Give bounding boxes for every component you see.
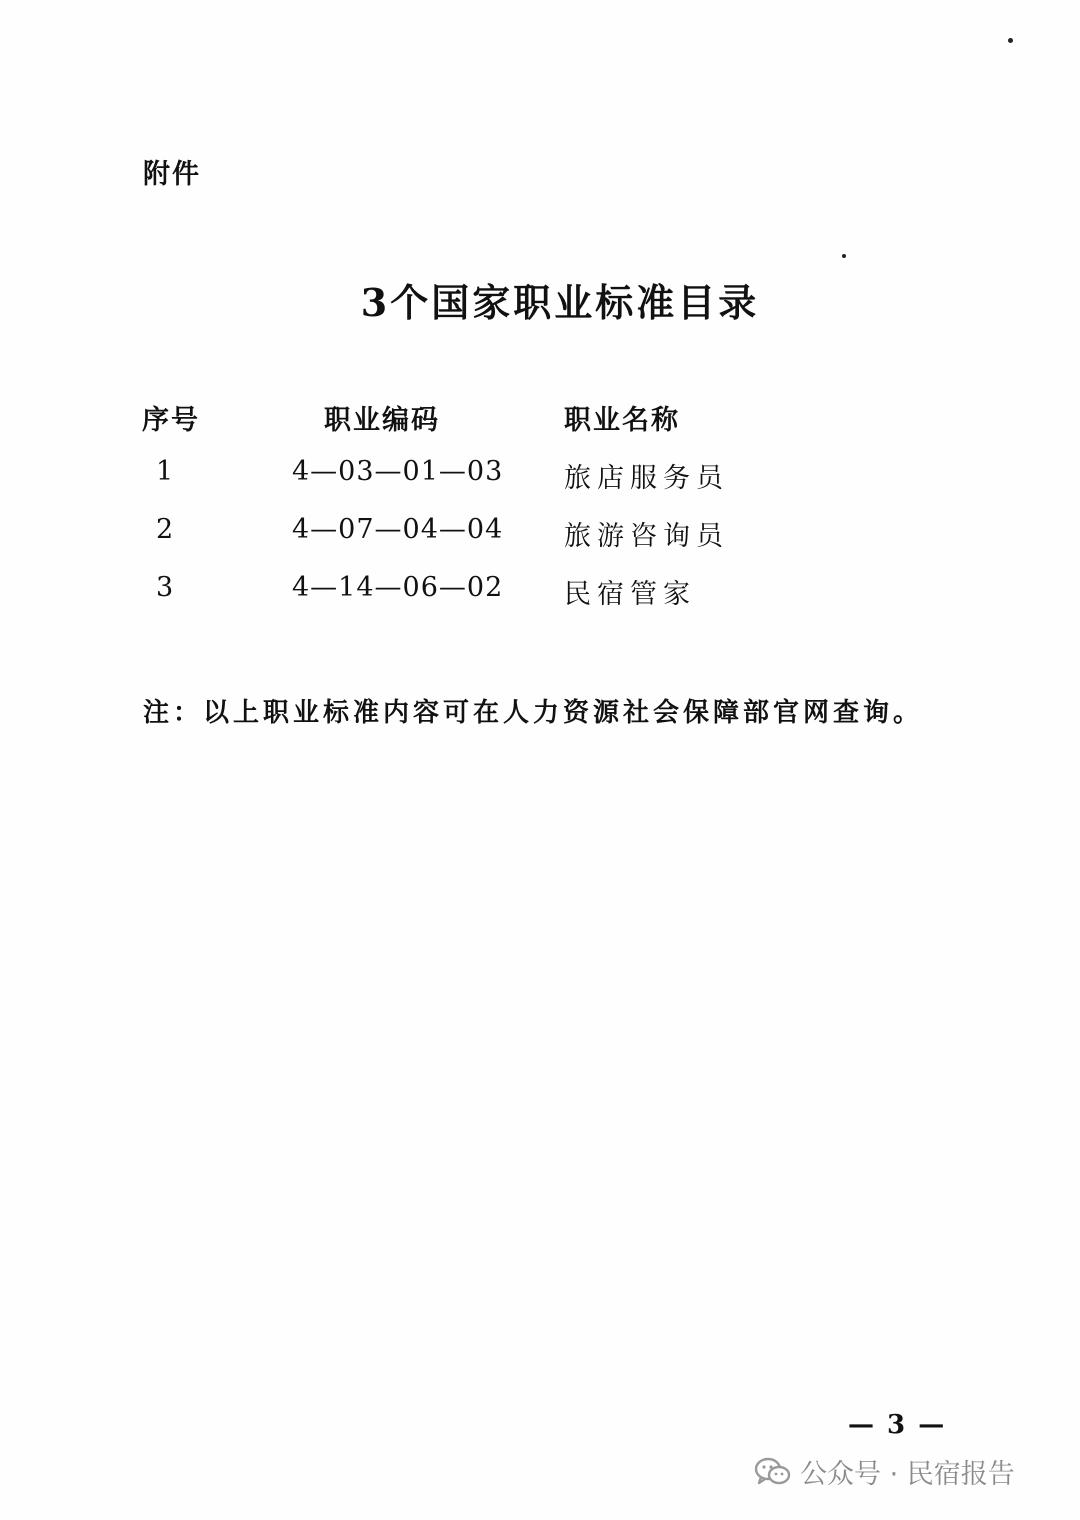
row-name: 旅店服务员 xyxy=(564,463,729,494)
table-row xyxy=(140,456,780,514)
header-seq: 序号 xyxy=(142,405,200,436)
watermark-text: 公众号 · 民宿报告 xyxy=(800,1459,1015,1490)
scan-speck xyxy=(842,254,846,258)
row-seq: 2 xyxy=(156,514,175,545)
row-code: 4—14—06—02 xyxy=(292,572,504,603)
footnote: 注：以上职业标准内容可在人力资源社会保障部官网查询。 xyxy=(143,698,924,728)
header-code: 职业编码 xyxy=(324,405,440,436)
header-name: 职业名称 xyxy=(564,405,680,436)
page-number: — 3 — xyxy=(848,1410,947,1440)
table-row xyxy=(140,572,780,630)
watermark xyxy=(754,1452,1015,1491)
scan-speck xyxy=(1008,38,1013,43)
row-seq: 3 xyxy=(156,572,175,603)
page-title: 3个国家职业标准目录 xyxy=(360,280,760,325)
row-code: 4—07—04—04 xyxy=(292,514,504,545)
row-name: 旅游咨询员 xyxy=(564,521,729,552)
table-row xyxy=(140,514,780,572)
table-header-row xyxy=(140,398,780,456)
occupation-table xyxy=(140,398,780,630)
wechat-icon xyxy=(754,1456,792,1488)
row-code: 4—03—01—03 xyxy=(292,456,504,487)
row-name: 民宿管家 xyxy=(564,579,696,610)
row-seq: 1 xyxy=(156,456,175,487)
attachment-label: 附件 xyxy=(143,159,201,190)
